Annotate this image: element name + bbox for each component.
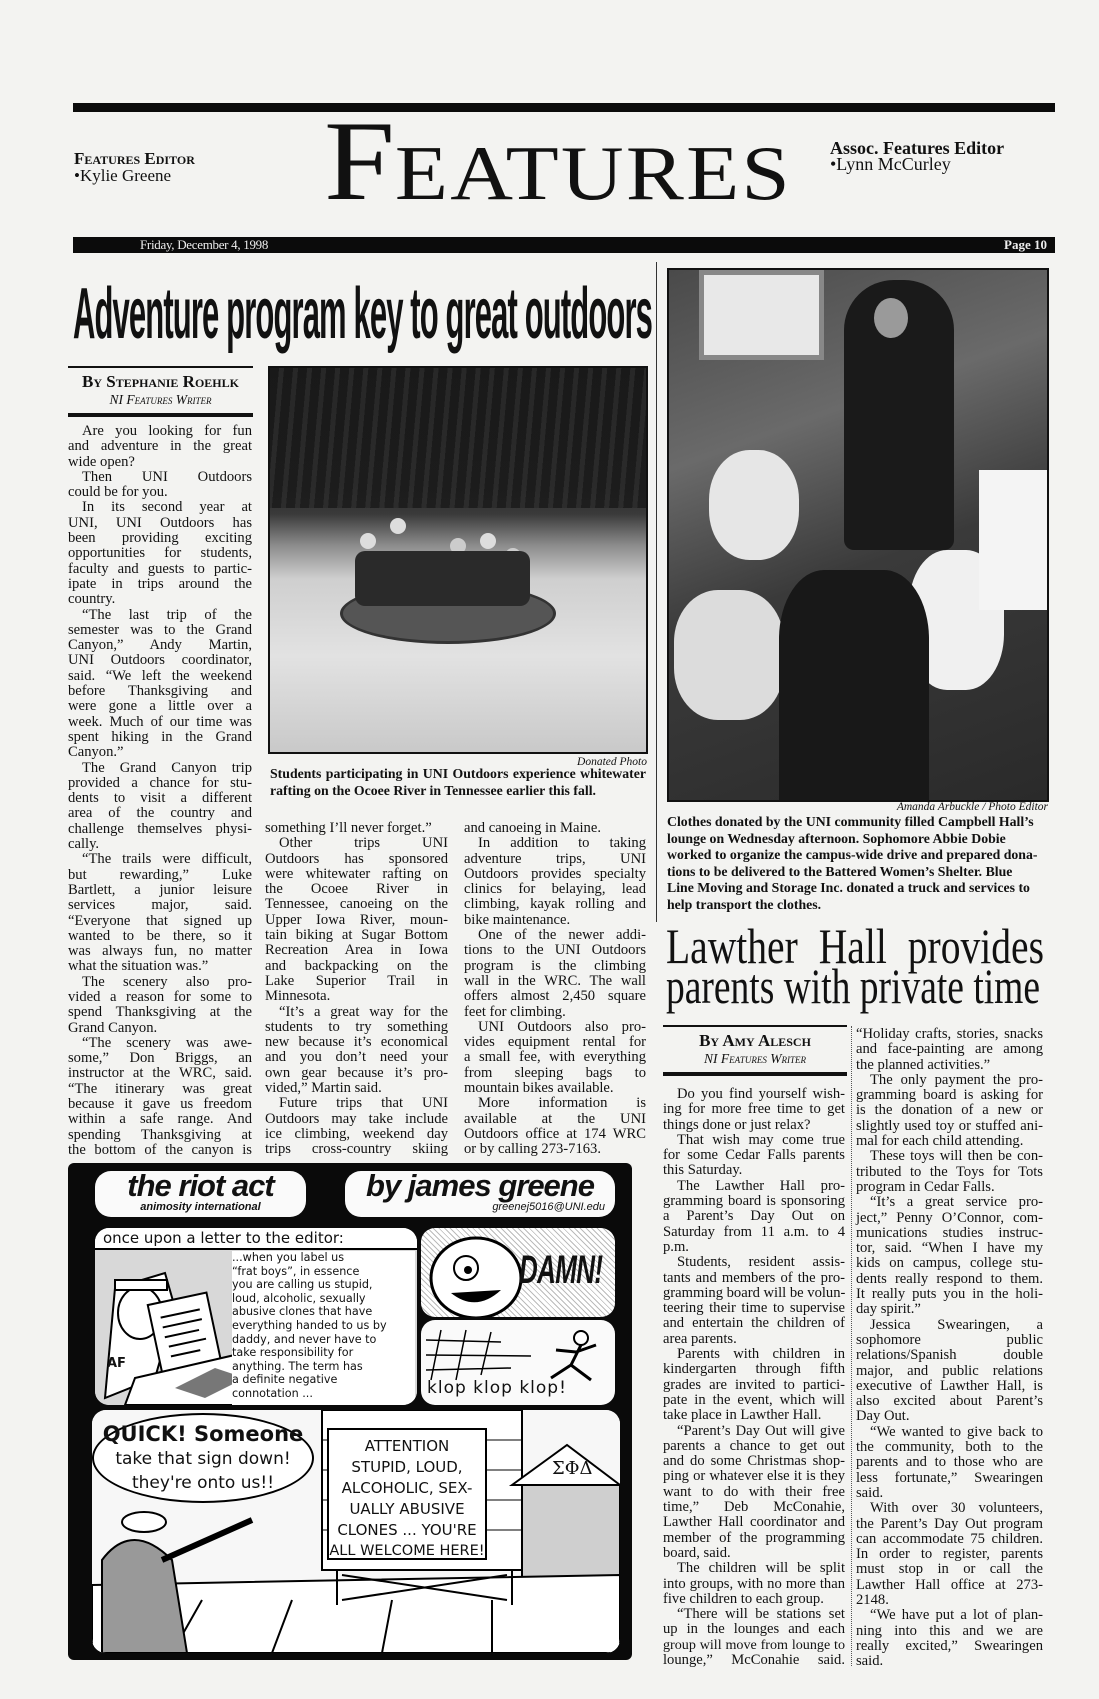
article-text-line: said. “We left the weekend [68, 667, 252, 684]
article-text-line: With over 30 volunteers, [870, 1500, 1043, 1517]
article-text-line: “It’s a great service pro- [870, 1194, 1043, 1211]
section-title-initial: F [324, 99, 395, 224]
story2-author-role: NI Features Writer [704, 1051, 806, 1066]
article-text-line: ing for more free time to get [663, 1101, 845, 1118]
story2-headline-line: Lawther Hall provides [666, 918, 1044, 974]
comic-sound-effect: klop klop klop! [427, 1378, 567, 1398]
article-text-line: ning into this and we are [856, 1622, 1043, 1639]
article-text-line: area parents. [663, 1330, 737, 1347]
article-text-line: been providing exciting [68, 530, 252, 547]
article-text-line: and backpacking on the [265, 957, 448, 974]
window-shape [699, 270, 824, 360]
comic-house-letters: ΣΦΔ [552, 1458, 593, 1479]
comic-title-box [95, 1171, 306, 1217]
article-text-line: member of the programming [663, 1529, 845, 1546]
caption-line: rafting on the Ocoee River in Tennessee earlier this fall. [270, 782, 596, 798]
comic-quote-line: everything handed to us by [232, 1318, 387, 1332]
article-text-line: and face-painting are among [856, 1041, 1043, 1058]
section-title-rest: EATURES [394, 130, 792, 216]
article-text-line: was always fun, no matter [68, 943, 252, 960]
article-text-line: group will move from lounge to [663, 1636, 845, 1653]
article-text-line: for some Cedar Falls parents [663, 1147, 845, 1164]
article-text-line: slightly used toy or stuffed ani- [856, 1117, 1043, 1134]
article-text-line: because it gave us freedom [68, 1096, 252, 1113]
article-text-line: adventure trips, UNI [464, 850, 646, 867]
article-text-line: Lake Superior Trail in [265, 972, 448, 989]
article-text-line: Do you find yourself wish- [677, 1086, 845, 1102]
article-text-line: vides equipment rental for [464, 1034, 646, 1051]
article-text-line: In its second year at [82, 499, 252, 516]
article-text-line: “There will be stations set [677, 1606, 845, 1623]
article-text-line: Canyon,” Andy Martin, [68, 637, 252, 654]
article-text-line: wanted to be there, so it [68, 927, 252, 944]
story1-column-2 [265, 821, 448, 1158]
article-text-line: gramming board is asking for [856, 1087, 1043, 1104]
article-text-line: Are you looking for fun [82, 423, 252, 439]
story1-headline [73, 274, 652, 354]
article-text-line: time,” Deb McConahie, [663, 1499, 845, 1516]
article-text-line: area of the country and [68, 805, 252, 822]
dateline-date: Friday, December 4, 1998 [140, 237, 269, 252]
comic-quote-line: a definite negative [232, 1373, 338, 1387]
article-text-line: take place in Lawther Hall. [663, 1407, 822, 1424]
comic-sign-line: ALCOHOLIC, SEX- [341, 1479, 473, 1497]
article-text-line: UNI Outdoors coordinator, [68, 652, 252, 669]
story2-author: By Amy Alesch [699, 1031, 811, 1050]
rafter-group [350, 493, 540, 603]
article-text-line: new because it’s economical [265, 1034, 448, 1051]
article-text-line: and canoeing in Maine. [464, 820, 601, 836]
article-text-line: mal for each child attending. [856, 1133, 1024, 1150]
comic-email: greenej5016@UNI.edu [492, 1201, 605, 1213]
article-text-line: available at the UNI [464, 1110, 646, 1127]
article-text-line: Outdoors office at 174 WRC [464, 1125, 646, 1142]
article-text-line: kids on campus, college stu- [856, 1255, 1043, 1272]
article-text-line: must stop in or call the [856, 1561, 1043, 1578]
column-rule [851, 1026, 852, 1666]
article-text-line: “It’s a great way for the [279, 1003, 448, 1020]
article-text-line: is the donation of a new or [856, 1102, 1043, 1119]
comic-quote-line: daddy, and never have to [232, 1332, 377, 1346]
article-text-line: More information is [478, 1095, 646, 1112]
article-text-line: “The trails were difficult, [82, 851, 252, 868]
features-editor-label: Features Editor [74, 149, 195, 168]
comic-letter-caption: once upon a letter to the editor: [95, 1228, 417, 1250]
comic-sign-line: UALLY ABUSIVE [349, 1500, 465, 1518]
article-text-line: kindergarten through fifth [663, 1361, 845, 1378]
comic-strip [68, 1163, 632, 1660]
section-title [324, 99, 792, 224]
features-editor-name: •Kylie Greene [74, 166, 172, 185]
comic-author: by james greene [366, 1171, 594, 1203]
article-text-line: but rewarding,” Luke [68, 866, 252, 883]
comic-sign-line: CLONES ... YOU'RE [337, 1521, 477, 1539]
article-text-line: before Thanksgiving and [68, 683, 252, 700]
article-text-line: five children to each group. [663, 1590, 824, 1607]
article-text-line: could be for you. [68, 484, 168, 501]
article-text-line: The children will be split [677, 1560, 845, 1577]
comic-quote-line: “frat boys”, in essence [232, 1264, 360, 1278]
article-text-line: tions to the UNI Outdoors [464, 942, 646, 959]
article-text-line: gramming board will be volun- [663, 1284, 846, 1301]
comic-exclamation: DAMN! [519, 1248, 603, 1292]
article-text-line: Students, resident assis- [677, 1254, 845, 1271]
caption-line: Clothes donated by the UNI community filled Campbell Hall’s [667, 814, 1034, 829]
article-text-line: climbing, kayak rolling and [464, 896, 646, 913]
article-text-line: tributed to the Toys for Tots [856, 1163, 1043, 1180]
article-text-line: relations/Spanish double [856, 1347, 1043, 1364]
article-text-line: tor, said. “When I have my [856, 1240, 1043, 1257]
article-text-line: “The last trip of the [82, 606, 252, 623]
article-text-line: Then UNI Outdoors [82, 468, 252, 485]
comic-panel-damn [421, 1228, 615, 1317]
article-text-line: “Parent’s Day Out will give [677, 1422, 845, 1439]
article-text-line: what the situation was.” [68, 958, 209, 975]
article-text-line: mountain bikes available. [464, 1080, 614, 1097]
article-text-line: ipate in trips around the [68, 575, 252, 592]
article-text-line: spent hiking in the Grand [68, 728, 252, 745]
article-text-line: pate in the event, which will [663, 1391, 845, 1408]
article-text-line: something I’ll never forget.” [265, 820, 432, 836]
article-text-line: within a safe range. And [68, 1111, 252, 1128]
comic-protest-sign [327, 1428, 487, 1560]
article-text-line: and do some Christmas shop- [663, 1453, 845, 1470]
clothes-photo-caption [667, 814, 1048, 913]
story1-column-3 [464, 821, 646, 1158]
article-text-line: bike maintenance. [464, 911, 571, 928]
article-text-line: feet for climbing. [464, 1003, 566, 1020]
article-text-line: opportunities for students, [68, 545, 252, 562]
article-text-line: ject,” Penny O’Connor, com- [856, 1209, 1043, 1226]
article-text-line: Bartlett, a junior leisure [68, 881, 252, 898]
story2-column-2 [856, 1027, 1043, 1669]
article-text-line: “Everyone that signed up [68, 912, 252, 929]
story1-author-role: NI Features Writer [109, 392, 212, 407]
column-rule [656, 262, 657, 922]
article-text-line: the planned activities.” [856, 1056, 991, 1073]
article-text-line: less fortunate,” Swearingen [856, 1469, 1043, 1486]
article-text-line: parents and to those who are [856, 1454, 1043, 1471]
article-text-line: this Saturday. [663, 1162, 743, 1179]
article-text-line: “We have put a lot of plan- [870, 1607, 1043, 1624]
dateline-bar [73, 237, 1055, 253]
article-text-line: munications studies instruc- [856, 1224, 1043, 1241]
article-text-line: and adventure in the great [68, 438, 252, 455]
caption-line: Line Moving and Storage Inc. donated a truck and services to [667, 880, 1030, 895]
article-text-line: spending Thanksgiving at [68, 1126, 252, 1143]
article-text-line: “We wanted to give back to [870, 1423, 1043, 1440]
article-text-line: Saturday from 11 a.m. to 4 [663, 1223, 845, 1240]
comic-quote-line: take responsibility for [232, 1346, 354, 1360]
clothes-pile [779, 570, 929, 800]
article-text-line: 2148. [856, 1591, 889, 1608]
article-text-line: It really puts you in the holi- [856, 1286, 1043, 1303]
article-text-line: vided,” Martin said. [265, 1080, 382, 1097]
article-text-line: spend Thanksgiving at the [68, 1004, 252, 1021]
article-text-line: offers almost 2,450 square [464, 988, 646, 1005]
article-text-line: Parents with children in [677, 1346, 845, 1363]
story2-headline-line: parents with private time [666, 958, 1040, 1014]
article-text-line: provided a chance for stu- [68, 774, 252, 791]
article-text-line: were whitewater rafting on [265, 865, 448, 882]
rafting-photo [268, 366, 648, 754]
caption-line: worked to organize the campus-wide drive and prepared dona- [667, 847, 1038, 862]
clothes-photo-credit: Amanda Arbuckle / Photo Editor [896, 801, 1048, 813]
article-text-line: One of the newer addi- [478, 927, 646, 944]
comic-speech-bubble [92, 1413, 314, 1503]
comic-speech-line: take that sign down! [115, 1449, 291, 1469]
article-text-line: The Lawther Hall pro- [677, 1177, 845, 1194]
article-text-line: semester was to the Grand [68, 621, 252, 638]
article-text-line: dents to visit a different [68, 790, 252, 807]
article-text-line: also excited about Parent’s [856, 1393, 1043, 1410]
article-text-line: Tennessee, canoeing on the [265, 896, 448, 913]
comic-panel-running [421, 1320, 615, 1405]
article-text-line: “Holiday crafts, stories, snacks [856, 1026, 1043, 1042]
comic-panel-sign [92, 1410, 620, 1653]
story1-headline-text: Adventure program key to great outdoors [73, 274, 652, 354]
comic-sign-line: ATTENTION [364, 1437, 450, 1455]
article-text-line: board, said. [663, 1544, 731, 1561]
article-text-line: some,” Don Briggs, an [68, 1050, 252, 1067]
article-text-line: sophomore public [856, 1331, 1043, 1348]
article-text-line: instructor at the WRC, said. [68, 1065, 252, 1082]
article-text-line: can accommodate 75 children. [856, 1530, 1043, 1547]
comic-quote-line: loud, alcoholic, sexually [232, 1291, 366, 1305]
story1-column-1 [68, 424, 252, 1158]
article-text-line: were gone a little over a [68, 698, 252, 715]
article-text-line: Grand Canyon. [68, 1019, 158, 1036]
article-text-line: Lawther Hall coordinator and [663, 1514, 845, 1531]
article-text-line: tain biking at Sugar Bottom [265, 927, 448, 944]
article-text-line: clinics for belaying, lead [464, 881, 646, 898]
comic-subtitle: animosity international [140, 1201, 261, 1213]
comic-speech-line: QUICK! Someone [102, 1422, 304, 1446]
story2-byline [663, 1025, 847, 1076]
article-text-line: students to try something [265, 1018, 448, 1035]
comic-sign-line: STUPID, LOUD, [351, 1458, 463, 1476]
comic-speech-line: they're onto us!! [131, 1473, 275, 1493]
article-text-line: Outdoors has sponsored [265, 850, 448, 867]
story2-headline [666, 918, 1046, 1014]
article-text-line: tants and members of the pro- [663, 1269, 845, 1286]
caption-line: help transport the clothes. [667, 896, 822, 912]
article-text-line: The only payment the pro- [870, 1071, 1043, 1088]
comic-title: the riot act [127, 1171, 274, 1203]
article-text-line: The scenery also pro- [82, 973, 252, 990]
article-text-line: Outdoors provides specialty [464, 865, 646, 882]
article-text-line: challenge themselves physi- [68, 820, 252, 837]
comic-author-box [345, 1171, 615, 1217]
article-text-line: “The itinerary was great [68, 1080, 252, 1097]
article-text-line: country. [68, 591, 116, 608]
comic-quote-line: you are calling us stupid, [232, 1278, 373, 1292]
story1-author: By Stephanie Roehlk [82, 372, 239, 391]
article-text-line: UNI Outdoors also pro- [478, 1018, 646, 1035]
article-text-line: day spirit.” [856, 1301, 921, 1318]
article-text-line: Upper Iowa River, moun- [265, 911, 448, 928]
comic-quote-line: ...when you label us [232, 1251, 345, 1264]
page-number: Page 10 [1004, 237, 1047, 252]
article-text-line: the Ocoee River in [265, 881, 448, 898]
clothes-drive-photo [667, 268, 1049, 802]
comic-quote-line: connotation ... [232, 1386, 313, 1400]
article-text-line: Lawther Hall office at 273- [856, 1576, 1043, 1593]
article-text-line: really excited,” Swearingen [856, 1637, 1043, 1654]
article-text-line: ping or whatever else it is they [663, 1468, 845, 1485]
assoc-editor-label: Assoc. Features Editor [830, 138, 1005, 158]
article-text-line: UNI, UNI Outdoors has [68, 514, 252, 531]
article-text-line: or by calling 273-7163. [464, 1141, 601, 1158]
story1-byline [68, 366, 253, 417]
article-text-line: Future trips that UNI [279, 1095, 448, 1112]
comic-shirt-text: AF [107, 1356, 126, 1371]
rafting-photo-caption [270, 766, 646, 799]
article-text-line: faculty and guests to partic- [68, 560, 252, 577]
article-text-line: services major, said. [68, 897, 252, 914]
article-text-line: In addition to taking [478, 835, 646, 852]
story2-column-1 [663, 1087, 845, 1668]
forest-shape [270, 368, 646, 508]
article-text-line: week. Much of our time was [68, 713, 252, 730]
clothes-bag [709, 450, 799, 560]
article-text-line: said. [856, 1653, 884, 1670]
article-text-line: Canyon.” [68, 744, 124, 761]
comic-letter-quote [232, 1251, 415, 1405]
comic-quote-line: anything. The term has [232, 1359, 363, 1373]
rafting-photo-credit: Donated Photo [577, 756, 647, 768]
article-text-line: grades are invited to partici- [663, 1376, 845, 1393]
article-text-line: parents a chance to get out [663, 1437, 845, 1454]
article-text-line: said. [856, 1484, 884, 1501]
article-text-line: Other trips UNI [279, 835, 448, 852]
article-text-line: things done or just relax? [663, 1116, 811, 1133]
article-text-line: teering their time to supervise [663, 1300, 845, 1317]
section-title-text [324, 99, 792, 251]
article-text-line: gramming board is sponsoring [663, 1193, 845, 1210]
article-text-line: ice climbing, weekend day [265, 1125, 448, 1142]
article-text-line: Day Out. [856, 1408, 910, 1425]
article-text-line: major, and public relations [856, 1362, 1043, 1379]
article-text-line: lounge,” McConahie said. [663, 1651, 845, 1668]
article-text-line: program in Cedar Falls. [856, 1178, 995, 1195]
woman-face [874, 298, 908, 338]
article-text-line: and entertain the children of [663, 1315, 845, 1332]
article-text-line: program is the climbing [464, 957, 646, 974]
comic-sign-line: ALL WELCOME HERE! [329, 1543, 485, 1559]
assoc-editor-name: •Lynn McCurley [830, 154, 951, 174]
article-text-line: vided a reason for some to [68, 988, 252, 1005]
caption-line: Students participating in UNI Outdoors experience whitewater [270, 766, 646, 781]
article-text-line: want to do with their free [663, 1483, 845, 1500]
article-text-line: These toys will then be con- [870, 1148, 1043, 1165]
article-text-line: wall in the WRC. The wall [464, 972, 646, 989]
article-text-line: and you don’t need your [265, 1049, 448, 1066]
caption-line: tions to be delivered to the Battered Women’s Shelter. Blue [667, 863, 1013, 879]
article-text-line: up in the lounges and each [663, 1621, 845, 1638]
article-text-line: a Parent’s Day Out on [663, 1208, 845, 1225]
article-text-line: That wish may come true [677, 1131, 845, 1148]
article-text-line: wide open? [68, 453, 135, 470]
article-text-line: the community, both to the [856, 1439, 1043, 1456]
article-text-line: “The scenery was awe- [82, 1034, 252, 1051]
comic-panel-letter [95, 1228, 417, 1405]
article-text-line: p.m. [663, 1238, 689, 1255]
article-text-line: trips cross-country skiing [265, 1141, 448, 1158]
article-text-line: Minnesota. [265, 988, 331, 1005]
article-text-line: cally. [68, 836, 100, 853]
article-text-line: the bottom of the canyon is [68, 1141, 252, 1158]
article-text-line: Outdoors may take include [265, 1110, 448, 1127]
article-text-line: In order to register, parents [856, 1546, 1043, 1563]
clothes-bag [674, 590, 784, 720]
comic-quote-line: abusive clones that have [232, 1305, 373, 1319]
article-text-line: from sleeping bags to [464, 1064, 646, 1081]
article-text-line: Recreation Area in Iowa [265, 942, 448, 959]
caption-line: lounge on Wednesday afternoon. Sophomore Abbie Dobie [667, 830, 1006, 846]
article-text-line: executive of Lawther Hall, is [856, 1377, 1043, 1394]
article-text-line: the Parent’s Day Out program [856, 1515, 1043, 1532]
article-text-line: own gear because it’s pro- [265, 1064, 448, 1081]
clothes-box [979, 470, 1047, 610]
article-text-line: dents really respond to them. [856, 1270, 1043, 1287]
article-text-line: into groups, with no more than [663, 1575, 845, 1592]
article-text-line: Jessica Swearingen, a [870, 1316, 1043, 1333]
article-text-line: The Grand Canyon trip [82, 759, 252, 776]
article-text-line: a small fee, with everything [464, 1049, 646, 1066]
